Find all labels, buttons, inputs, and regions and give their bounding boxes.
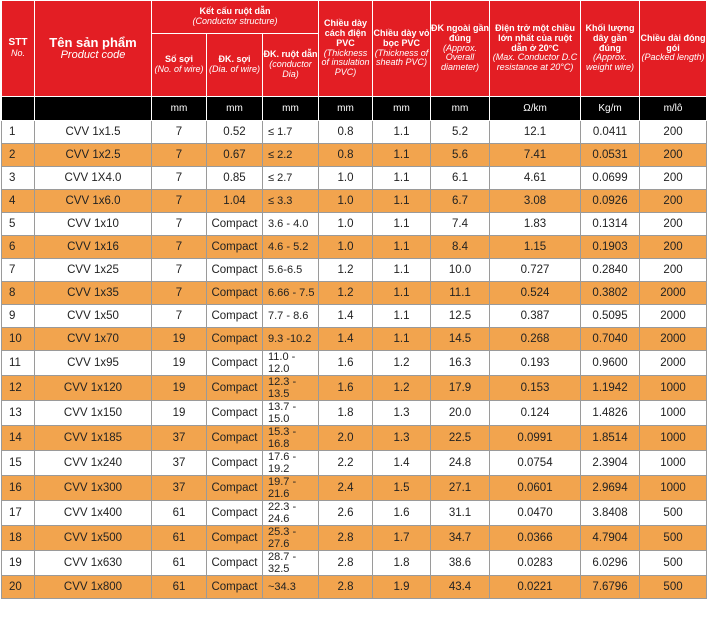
wire-count-cell: 61 — [152, 551, 207, 576]
sheath-cell: 1.1 — [373, 282, 431, 305]
unit-cell: m/lô — [640, 97, 707, 121]
wire-dia-cell: Compact — [207, 451, 263, 476]
packed-length-cell: 500 — [640, 576, 707, 599]
wire-dia-cell: Compact — [207, 501, 263, 526]
stt-cell: 6 — [2, 236, 35, 259]
conductor-dia-cell: ≤ 2.7 — [263, 167, 319, 190]
table-row — [2, 144, 707, 167]
header-packed-length: Chiều dài đóng gói (Packed length) — [640, 1, 707, 97]
conductor-dia-cell: 5.6-6.5 — [263, 259, 319, 282]
product-code-cell: CVV 1x70 — [35, 328, 152, 351]
table-row — [2, 401, 707, 426]
stt-cell: 10 — [2, 328, 35, 351]
sheath-cell: 1.9 — [373, 576, 431, 599]
sheath-cell: 1.1 — [373, 167, 431, 190]
table-row — [2, 167, 707, 190]
weight-cell: 0.1903 — [581, 236, 640, 259]
table-row — [2, 451, 707, 476]
header-conductor-dia: ĐK. ruột dẫn (conductor Dia) — [263, 34, 319, 97]
wire-count-cell: 7 — [152, 190, 207, 213]
resistance-cell: 0.0283 — [490, 551, 581, 576]
insulation-cell: 2.0 — [319, 426, 373, 451]
insulation-cell: 1.0 — [319, 236, 373, 259]
resistance-cell: 0.153 — [490, 376, 581, 401]
wire-dia-cell: Compact — [207, 576, 263, 599]
product-code-cell: CVV 1x1.5 — [35, 121, 152, 144]
insulation-cell: 2.6 — [319, 501, 373, 526]
table-row — [2, 213, 707, 236]
table-row — [2, 526, 707, 551]
table-body — [2, 121, 707, 599]
insulation-cell: 0.8 — [319, 144, 373, 167]
weight-cell: 2.9694 — [581, 476, 640, 501]
resistance-cell: 7.41 — [490, 144, 581, 167]
stt-cell: 13 — [2, 401, 35, 426]
resistance-cell: 0.524 — [490, 282, 581, 305]
unit-cell: Kg/m — [581, 97, 640, 121]
packed-length-cell: 1000 — [640, 401, 707, 426]
stt-cell: 8 — [2, 282, 35, 305]
overall-dia-cell: 7.4 — [431, 213, 490, 236]
insulation-cell: 2.8 — [319, 551, 373, 576]
overall-dia-cell: 20.0 — [431, 401, 490, 426]
table-row — [2, 426, 707, 451]
conductor-dia-cell: ≤ 2.2 — [263, 144, 319, 167]
conductor-dia-cell: 4.6 - 5.2 — [263, 236, 319, 259]
resistance-cell: 0.0991 — [490, 426, 581, 451]
wire-count-cell: 61 — [152, 576, 207, 599]
overall-dia-cell: 11.1 — [431, 282, 490, 305]
sheath-cell: 1.2 — [373, 351, 431, 376]
wire-count-cell: 7 — [152, 259, 207, 282]
conductor-dia-cell: 13.7 - 15.0 — [263, 401, 319, 426]
product-code-cell: CVV 1x300 — [35, 476, 152, 501]
header-weight: Khối lượng dây gần đúng (Approx. weight wire) — [581, 1, 640, 97]
weight-cell: 0.3802 — [581, 282, 640, 305]
overall-dia-cell: 14.5 — [431, 328, 490, 351]
table-row — [2, 576, 707, 599]
wire-dia-cell: 1.04 — [207, 190, 263, 213]
product-code-cell: CVV 1x16 — [35, 236, 152, 259]
resistance-cell: 4.61 — [490, 167, 581, 190]
overall-dia-cell: 43.4 — [431, 576, 490, 599]
stt-cell: 7 — [2, 259, 35, 282]
unit-cell — [35, 97, 152, 121]
resistance-cell: 0.0754 — [490, 451, 581, 476]
packed-length-cell: 200 — [640, 213, 707, 236]
insulation-cell: 2.2 — [319, 451, 373, 476]
weight-cell: 3.8408 — [581, 501, 640, 526]
sheath-cell: 1.3 — [373, 426, 431, 451]
product-code-cell: CVV 1x10 — [35, 213, 152, 236]
overall-dia-cell: 5.6 — [431, 144, 490, 167]
wire-count-cell: 19 — [152, 376, 207, 401]
insulation-cell: 1.4 — [319, 328, 373, 351]
wire-dia-cell: Compact — [207, 526, 263, 551]
wire-count-cell: 7 — [152, 236, 207, 259]
conductor-dia-cell: 11.0 - 12.0 — [263, 351, 319, 376]
resistance-cell: 1.15 — [490, 236, 581, 259]
sheath-cell: 1.1 — [373, 144, 431, 167]
packed-length-cell: 200 — [640, 167, 707, 190]
product-code-cell: CVV 1x6.0 — [35, 190, 152, 213]
insulation-cell: 1.2 — [319, 259, 373, 282]
product-code-cell: CVV 1x150 — [35, 401, 152, 426]
insulation-cell: 2.8 — [319, 576, 373, 599]
stt-cell: 3 — [2, 167, 35, 190]
header-num-wire: Số sợi (No. of wire) — [152, 34, 207, 97]
wire-dia-cell: Compact — [207, 305, 263, 328]
product-code-cell: CVV 1x630 — [35, 551, 152, 576]
conductor-dia-cell: 15.3 - 16.8 — [263, 426, 319, 451]
resistance-cell: 1.83 — [490, 213, 581, 236]
wire-dia-cell: Compact — [207, 351, 263, 376]
packed-length-cell: 1000 — [640, 451, 707, 476]
weight-cell: 2.3904 — [581, 451, 640, 476]
product-code-cell: CVV 1x240 — [35, 451, 152, 476]
conductor-dia-cell: 9.3 -10.2 — [263, 328, 319, 351]
packed-length-cell: 500 — [640, 526, 707, 551]
sheath-cell: 1.1 — [373, 305, 431, 328]
weight-cell: 7.6796 — [581, 576, 640, 599]
product-code-cell: CVV 1x50 — [35, 305, 152, 328]
conductor-dia-cell: 7.7 - 8.6 — [263, 305, 319, 328]
conductor-dia-cell: 25.3 - 27.6 — [263, 526, 319, 551]
weight-cell: 0.0699 — [581, 167, 640, 190]
conductor-dia-cell: 22.3 - 24.6 — [263, 501, 319, 526]
table-row — [2, 476, 707, 501]
sheath-cell: 1.1 — [373, 328, 431, 351]
insulation-cell: 2.8 — [319, 526, 373, 551]
resistance-cell: 0.0470 — [490, 501, 581, 526]
product-code-cell: CVV 1x120 — [35, 376, 152, 401]
weight-cell: 0.9600 — [581, 351, 640, 376]
sheath-cell: 1.1 — [373, 190, 431, 213]
insulation-cell: 0.8 — [319, 121, 373, 144]
resistance-cell: 0.0366 — [490, 526, 581, 551]
conductor-dia-cell: ≤ 3.3 — [263, 190, 319, 213]
units-row — [2, 97, 707, 121]
product-code-cell: CVV 1x500 — [35, 526, 152, 551]
stt-cell: 9 — [2, 305, 35, 328]
conductor-dia-cell: 19.7 - 21.6 — [263, 476, 319, 501]
header-overall-diameter: ĐK ngoài gần đúng (Approx. Overall diameter) — [431, 1, 490, 97]
table-row — [2, 305, 707, 328]
weight-cell: 1.8514 — [581, 426, 640, 451]
weight-cell: 0.7040 — [581, 328, 640, 351]
wire-dia-cell: Compact — [207, 259, 263, 282]
weight-cell: 0.0531 — [581, 144, 640, 167]
sheath-cell: 1.7 — [373, 526, 431, 551]
weight-cell: 0.5095 — [581, 305, 640, 328]
sheath-cell: 1.1 — [373, 259, 431, 282]
wire-count-cell: 61 — [152, 501, 207, 526]
overall-dia-cell: 22.5 — [431, 426, 490, 451]
header-sheath-thickness: Chiều dày vỏ bọc PVC (Thickness of sheath PVC) — [373, 1, 431, 97]
product-code-cell: CVV 1x2.5 — [35, 144, 152, 167]
table-row — [2, 501, 707, 526]
weight-cell: 1.4826 — [581, 401, 640, 426]
stt-cell: 1 — [2, 121, 35, 144]
resistance-cell: 0.193 — [490, 351, 581, 376]
sheath-cell: 1.4 — [373, 451, 431, 476]
wire-count-cell: 19 — [152, 351, 207, 376]
insulation-cell: 2.4 — [319, 476, 373, 501]
wire-count-cell: 19 — [152, 401, 207, 426]
stt-cell: 12 — [2, 376, 35, 401]
overall-dia-cell: 27.1 — [431, 476, 490, 501]
packed-length-cell: 200 — [640, 190, 707, 213]
unit-cell: mm — [152, 97, 207, 121]
header-stt: STT No. — [2, 1, 35, 97]
stt-cell: 5 — [2, 213, 35, 236]
overall-dia-cell: 17.9 — [431, 376, 490, 401]
table-row — [2, 376, 707, 401]
wire-dia-cell: Compact — [207, 236, 263, 259]
overall-dia-cell: 38.6 — [431, 551, 490, 576]
unit-cell: mm — [207, 97, 263, 121]
wire-count-cell: 7 — [152, 144, 207, 167]
wire-count-cell: 19 — [152, 328, 207, 351]
weight-cell: 0.2840 — [581, 259, 640, 282]
stt-cell: 4 — [2, 190, 35, 213]
resistance-cell: 0.0601 — [490, 476, 581, 501]
insulation-cell: 1.0 — [319, 190, 373, 213]
packed-length-cell: 500 — [640, 501, 707, 526]
overall-dia-cell: 6.1 — [431, 167, 490, 190]
resistance-cell: 12.1 — [490, 121, 581, 144]
insulation-cell: 1.0 — [319, 213, 373, 236]
unit-cell: mm — [319, 97, 373, 121]
sheath-cell: 1.1 — [373, 236, 431, 259]
sheath-cell: 1.5 — [373, 476, 431, 501]
weight-cell: 0.0926 — [581, 190, 640, 213]
packed-length-cell: 200 — [640, 259, 707, 282]
overall-dia-cell: 8.4 — [431, 236, 490, 259]
conductor-dia-cell: ~34.3 — [263, 576, 319, 599]
conductor-dia-cell: ≤ 1.7 — [263, 121, 319, 144]
insulation-cell: 1.8 — [319, 401, 373, 426]
wire-dia-cell: 0.85 — [207, 167, 263, 190]
packed-length-cell: 200 — [640, 144, 707, 167]
insulation-cell: 1.6 — [319, 376, 373, 401]
insulation-cell: 1.0 — [319, 167, 373, 190]
table-row — [2, 259, 707, 282]
wire-count-cell: 37 — [152, 476, 207, 501]
product-code-cell: CVV 1X4.0 — [35, 167, 152, 190]
resistance-cell: 3.08 — [490, 190, 581, 213]
wire-dia-cell: Compact — [207, 476, 263, 501]
sheath-cell: 1.8 — [373, 551, 431, 576]
wire-count-cell: 7 — [152, 121, 207, 144]
product-code-cell: CVV 1x185 — [35, 426, 152, 451]
overall-dia-cell: 12.5 — [431, 305, 490, 328]
weight-cell: 6.0296 — [581, 551, 640, 576]
packed-length-cell: 200 — [640, 121, 707, 144]
packed-length-cell: 500 — [640, 551, 707, 576]
packed-length-cell: 1000 — [640, 476, 707, 501]
weight-cell: 0.1314 — [581, 213, 640, 236]
unit-cell: Ω/km — [490, 97, 581, 121]
conductor-dia-cell: 3.6 - 4.0 — [263, 213, 319, 236]
resistance-cell: 0.0221 — [490, 576, 581, 599]
wire-count-cell: 7 — [152, 167, 207, 190]
cable-spec-table — [1, 0, 707, 599]
stt-cell: 15 — [2, 451, 35, 476]
packed-length-cell: 2000 — [640, 282, 707, 305]
header-insulation-thickness: Chiều dày cách điện PVC (Thickness of insulation PVC) — [319, 1, 373, 97]
packed-length-cell: 2000 — [640, 351, 707, 376]
wire-count-cell: 37 — [152, 451, 207, 476]
header-dc-resistance: Điện trở một chiều lớn nhất của ruột dẫn ở 20°C (Max. Conductor D.C resistance at 20°C) — [490, 1, 581, 97]
packed-length-cell: 2000 — [640, 305, 707, 328]
conductor-dia-cell: 28.7 - 32.5 — [263, 551, 319, 576]
header-wire-dia: ĐK. sợi (Dia. of wire) — [207, 34, 263, 97]
sheath-cell: 1.2 — [373, 376, 431, 401]
sheath-cell: 1.1 — [373, 121, 431, 144]
stt-cell: 2 — [2, 144, 35, 167]
overall-dia-cell: 6.7 — [431, 190, 490, 213]
wire-count-cell: 7 — [152, 213, 207, 236]
header-conductor-structure: Kết cấu ruột dẫn (Conductor structure) — [152, 1, 319, 34]
header-product: Tên sản phẩm Product code — [35, 1, 152, 97]
resistance-cell: 0.387 — [490, 305, 581, 328]
unit-cell: mm — [431, 97, 490, 121]
product-code-cell: CVV 1x800 — [35, 576, 152, 599]
sheath-cell: 1.6 — [373, 501, 431, 526]
table-row — [2, 190, 707, 213]
packed-length-cell: 1000 — [640, 376, 707, 401]
wire-count-cell: 37 — [152, 426, 207, 451]
stt-cell: 20 — [2, 576, 35, 599]
table-row — [2, 236, 707, 259]
unit-cell: mm — [373, 97, 431, 121]
wire-count-cell: 61 — [152, 526, 207, 551]
product-code-cell: CVV 1x35 — [35, 282, 152, 305]
stt-cell: 19 — [2, 551, 35, 576]
table-row — [2, 328, 707, 351]
wire-dia-cell: Compact — [207, 328, 263, 351]
unit-cell — [2, 97, 35, 121]
wire-dia-cell: Compact — [207, 426, 263, 451]
stt-cell: 11 — [2, 351, 35, 376]
weight-cell: 0.0411 — [581, 121, 640, 144]
table-row — [2, 121, 707, 144]
wire-dia-cell: 0.67 — [207, 144, 263, 167]
insulation-cell: 1.2 — [319, 282, 373, 305]
wire-count-cell: 7 — [152, 282, 207, 305]
product-code-cell: CVV 1x95 — [35, 351, 152, 376]
wire-dia-cell: Compact — [207, 282, 263, 305]
unit-cell: mm — [263, 97, 319, 121]
overall-dia-cell: 31.1 — [431, 501, 490, 526]
wire-count-cell: 7 — [152, 305, 207, 328]
overall-dia-cell: 10.0 — [431, 259, 490, 282]
wire-dia-cell: Compact — [207, 376, 263, 401]
product-code-cell: CVV 1x25 — [35, 259, 152, 282]
conductor-dia-cell: 12.3 - 13.5 — [263, 376, 319, 401]
conductor-dia-cell: 17.6 - 19.2 — [263, 451, 319, 476]
weight-cell: 4.7904 — [581, 526, 640, 551]
wire-dia-cell: Compact — [207, 213, 263, 236]
stt-cell: 18 — [2, 526, 35, 551]
packed-length-cell: 1000 — [640, 426, 707, 451]
insulation-cell: 1.4 — [319, 305, 373, 328]
sheath-cell: 1.1 — [373, 213, 431, 236]
wire-dia-cell: 0.52 — [207, 121, 263, 144]
product-code-cell: CVV 1x400 — [35, 501, 152, 526]
overall-dia-cell: 24.8 — [431, 451, 490, 476]
resistance-cell: 0.727 — [490, 259, 581, 282]
stt-cell: 16 — [2, 476, 35, 501]
table-row — [2, 351, 707, 376]
table-row — [2, 282, 707, 305]
stt-cell: 14 — [2, 426, 35, 451]
overall-dia-cell: 34.7 — [431, 526, 490, 551]
resistance-cell: 0.124 — [490, 401, 581, 426]
table-row — [2, 551, 707, 576]
resistance-cell: 0.268 — [490, 328, 581, 351]
overall-dia-cell: 5.2 — [431, 121, 490, 144]
packed-length-cell: 2000 — [640, 328, 707, 351]
wire-dia-cell: Compact — [207, 401, 263, 426]
overall-dia-cell: 16.3 — [431, 351, 490, 376]
conductor-dia-cell: 6.66 - 7.5 — [263, 282, 319, 305]
wire-dia-cell: Compact — [207, 551, 263, 576]
weight-cell: 1.1942 — [581, 376, 640, 401]
packed-length-cell: 200 — [640, 236, 707, 259]
stt-cell: 17 — [2, 501, 35, 526]
sheath-cell: 1.3 — [373, 401, 431, 426]
insulation-cell: 1.6 — [319, 351, 373, 376]
